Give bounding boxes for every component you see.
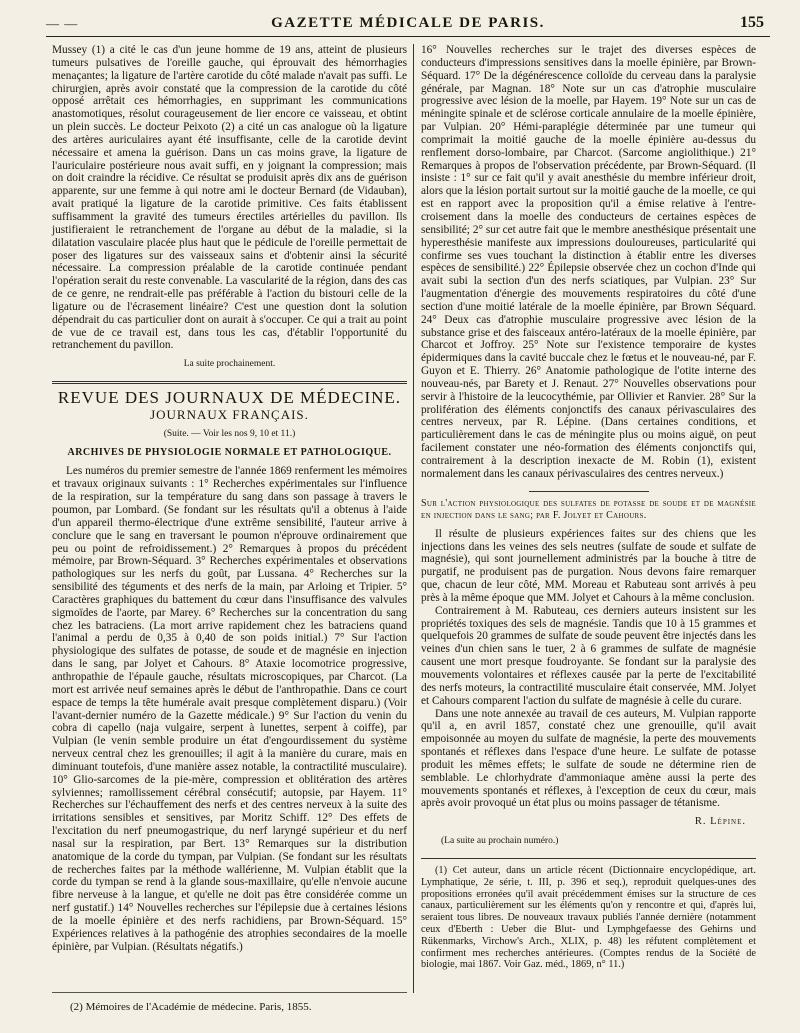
footnote-separator <box>421 858 756 859</box>
archives-continuation: 16° Nouvelles recherches sur le trajet des diverses espèces de conducteurs d'impressions sensitives dans la moelle épinière, par Brown-Séquard. 17° De la dégénérescence colloïde du cerveau dans la paralysie générale, par Magnan. 18° Note sur un cas d'atrophie musculaire progressive avec lésion de la moelle, par Hayem. 19° Note sur un cas de méningite spinale et de sclérose corticale annulaire de la moelle épinière, par Vulpian. 20° Hémi-paraplégie déterminée par une tumeur qui comprimait la moitié gauche de la moelle épinière au-dessus du renflement dorso-lombaire, par Charcot. (Sarcome angiolithique.) 21° Remarques à propos de l'observation précédente, par Brown-Séquard. (Il insiste : 1° sur ce fait qu'il y avait anesthésie du membre inférieur droit, alors que la lésion portait surtout sur la moitié gauche de la moelle, ce qui est en rapport avec la proposition qu'il a émise relative à l'entre-croisement dans la moelle des conducteurs de certaines espèces de sensibilité; 2° sur cet autre fait que le membre anesthésique présentait une hyperesthésie manifeste aux impressions douloureuses, particularité qui confirme ses vues touchant la distinction à établir entre les diverses espèces de sensibilité.) 22° Épilepsie observée chez un cochon d'Inde qui avait subi la section d'un des nerfs sciatiques, par Vulpian. 23° Sur l'augmentation d'énergie des mouvements respiratoires du côté d'une section d'une moitié latérale de la moelle épinière, par Brown Séquard. 24° Deux cas d'atrophie musculaire progressive avec lésion de la substance grise et des faisceaux antéro-latéraux de la moelle épinière, par Charcot et Joffroy. 25° Note sur l'existence temporaire de kystes épidermiques dans la cavité buccale chez le fœtus et le nouveau-né, par F. Guyon et E. Thierry. 26° Anatomie pathologique de l'otite interne des nouveau-nés, par Barety et J. Renaut. 27° Nouvelles observations pour servir à l'histoire de la leucocythémie, par Ollivier et Ranvier. 28° Sur la prolifération des éléments conjonctifs des canaux périvasculaires des centres nerveux, par R. Lépine. (Dans certaines conditions, et particulièrement dans le cas de méningite plus ou moins aiguë, on peut facilement constater une néo-formation des éléments conjonctifs qui, contrairement à la description inexacte de M. Robin (1), existent normalement dans les canaux périvasculaires des centres nerveux.) <box>421 44 756 480</box>
article-paragraph: Il résulte de plusieurs expériences faites sur des chiens que les injections dans les veines des sels neutres (sulfate de soude et sulfate de magnésie), qui sont journellement administrés par la bouche à titre de purgatif, ne produisent pas de purgation. Nous devons faire remarquer que, chacun de leur côté, MM. Moreau et Rabuteau sont arrivés à peu près à la même époque que MM. Jolyet et Cahours à la même conclusion. <box>421 527 756 604</box>
right-footnote: (1) Cet auteur, dans un article récent (Dictionnaire encyclopédique, art. Lymphatique, 2e série, t. III, p. 396 et seq.), reproduit quelques-unes des propositions erronées qu'il avait précédemment émises sur la structure de ces canaux, particulièrement sur les éléments qu'on y rencontre et qui, d'après lui, seraient tous libres. De nouveaux travaux publiés l'année dernière (notamment ceux d'Eberth : Ueber die Blut- und Lymphgefaesse des Gehirns und Rükenmarks, Virchow's Arch., XLIX, p. 48) les réfutent complètement et confirment mes recherches antérieures. (Comptes rendus de la Société de biologie, mai 1867. Voir Gaz. méd., 1869, n° 11.) <box>421 864 756 971</box>
section-title: REVUE DES JOURNAUX DE MÉDECINE. <box>57 388 402 408</box>
section-rule <box>52 381 407 384</box>
archives-paragraph: Les numéros du premier semestre de l'année 1869 renferment les mémoires et travaux originaux suivants : 1° Recherches expérimentales sur l'influence de la respiration, sur la température du sang dans son passage à travers le poumon, par Lombard. (Se fondant sur les résultats qu'il a obtenus à l'aide d'un appareil thermo-électrique d'une extrême sensibilité, l'auteur arrive à conclure que le sang en traversant le poumon n'éprouve ordinairement que peu ou point de refroidissement.) 2° Remarques à propos du précédent mémoire, par Brown-Séquard. 3° Recherches expérimentales et observations pathologiques sur les nerfs du goût, par Lussana. 4° Recherches sur la sensibilité des téguments et des nerfs de la main, par Arloing et Tripier. 5° Caractères graphiques du battement du cœur dans l'insuffisance des valvules sigmoïdes de l'aorte, par Marey. 6° Recherches sur la concentration du sang chez les batraciens. (La mort arrive rapidement chez les batraciens quand l'animal a perdu de 0,35 à 0,40 de son poids initial.) 7° Sur l'action physiologique des sulfates de potasse, de soude et de magnésie en injection dans le sang, par Jolyet et Cahours. 8° Ataxie locomotrice progressive, anthropathie de l'épaule gauche, résultats microscopiques, par Charcot. (La mort est arrivée neuf semaines après le début de l'anthropathie. Dans ce court espace de temps la tête humérale avait presque complètement disparu.) (Voir l'avant-dernier numéro de la Gazette médicale.) 9° Sur l'action du venin du cobra di capello (naja vulgaire, serpent à lunettes, serpent à coiffe), par Vulpian (le venin semble produire un état d'engourdissement du système nerveux central chez les grenouilles; il agit à la manière du curare, mais en diminuant toutefois, d'une manière assez notable, la contractilité musculaire). 10° Glio-sarcomes de la pie-mère, compression et oblitération des artères sylviennes; ramollissement cérébral consécutif; autopsie, par Hayem. 11° Recherches sur l'échauffement des nerfs et des centres nerveux à la suite des irritations sensibles et sensitives, par Moritz Schiff. 12° Des effets de l'excitation du nerf pneumogastrique, du nerf laryngé supérieur et du nerf nasal sur la respiration, par Bert. 13° Remarques sur la distribution anatomique de la corde du tympan, par Vulpian. (Se fondant sur les résultats de recherches faites par la méthode wallérienne, M. Vulpian établit que la corde du tympan se rend à la glande sous-maxillaire, qu'elle n'envoie aucune fibre nerveuse à la langue, et qu'elle ne doit pas être considérée comme un nerf gustatif.) 14° Nouvelles recherches sur l'épilepsie due à certaines lésions de la moelle épinière et des nerfs rachidiens, par Brown-Séquard. 15° Expériences relatives à la pathogénie des atrophies secondaires de la moelle épinière, par Vulpian. (Résultats négatifs.) <box>52 465 407 953</box>
footnote-rule <box>52 992 407 993</box>
author-signature: R. Lépine. <box>694 816 746 828</box>
suite-note-right: (La suite au prochain numéro.) <box>441 836 559 847</box>
suite-note: La suite prochainement. <box>183 359 276 370</box>
article-paragraph: Contrairement à M. Rabuteau, ces derniers auteurs insistent sur les propriétés toxiques des sels de magnésie. Tandis que 10 à 15 grammes et quelquefois 20 grammes de sulfate de soude peuvent être injectés dans les veines d'un chien sans le tuer, 2 à 6 grammes de sulfate de magnésie causent une mort presque foudroyante. Se fondant sur la paralysie des mouvements volontaires et réflexes causée par la perte de l'excitabilité des nerfs moteurs, la contractilité musculaire était conservée, MM. Jolyet et Cahours comparent l'action du sulfate de magnésie à celle du curare. <box>421 604 756 707</box>
page-header <box>46 12 770 37</box>
short-rule <box>529 491 649 492</box>
article-heading: Sur l'action physiologique des sulfates de potasse de soude et de magnésie en injection dans le sang; par F. Jolyet et Cahours. <box>421 497 756 521</box>
right-column <box>421 44 756 1011</box>
section-subtitle: JOURNAUX FRANÇAIS. <box>150 406 309 422</box>
section-suite: (Suite. — Voir les nos 9, 10 et 11.) <box>163 428 296 439</box>
left-footnote: (2) Mémoires de l'Académie de médecine. Paris, 1855. <box>70 1001 312 1013</box>
column-divider <box>413 44 414 993</box>
article-paragraph: Dans une note annexée au travail de ces auteurs, M. Vulpian rapporte qu'il a, en avril 1857, constaté chez une grenouille, qu'il avait empoisonnée au moyen du sulfate de magnésie, la perte des mouvements spontanés et réflexes dans l'espace d'une heure. Le sulfate de potasse produit les mêmes effets; le sulfate de soude ne détermine rien de semblable. Le chlorhydrate d'ammoniaque amène aussi la perte des mouvements spontanés et réflexes, à l'exception de ceux du cœur, mais après avoir provoqué un état plus ou moins passager de tétanisme. <box>421 707 756 810</box>
header-ornament: — — <box>46 16 79 31</box>
article-paragraph: Mussey (1) a cité le cas d'un jeune homme de 19 ans, atteint de plusieurs tumeurs pulsatives de l'oreille gauche, qui éprouvait des hémorrhagies menaçantes; la ligature de l'artère carotide du côté malade n'avait pas suffi. Le chirurgien, après avoir constaté que la compression de la carotide du côté opposé arrêtait ces hémorrhagies, en supprimant les communications anastomotiques, résolut courageusement de lier encore ce vaisseau, et obtint un plein succès. Le docteur Peixoto (2) a cité un cas analogue où la ligature des artères auriculaires ayant été insuffisante, celle de la carotide devint nécessaire et amena la guérison. Dans un cas moins grave, la ligature de l'auriculaire postérieure nous avait suffi, en y joignant la compression; mais on doit craindre la récidive. Ce résultat se produisit après dix ans de guérison apparente, sur une femme à qui notre ami le docteur Bernard (de Vidauban), avait pratiqué la ligature de la carotide primitive. Ces faits établissent suffisamment la gravité des tumeurs érectiles artérielles du pavillon. Ils justifieraient le retranchement de l'organe au début de la maladie, si la dilatation vasculaire placée plus haut que le pédicule de l'oreille permettait de poser des ligatures sur des vaisseaux sains et d'obtenir ainsi la sécurité nécessaire. La compression préalable de la carotide continuée pendant l'opération serait du reste convenable. La vascularité de la région, dans des cas de ce genre, ne rendrait-elle pas préférable à l'action du bistouri celle de la ligature ou de l'écrasement linéaire? C'est une question dont la solution dépendrait du cas particulier dont on aurait à s'occuper. Ce qui a trait au point de vue de ce travail est, dans tous les cas, d'établir l'opportunité du retranchement du pavillon. <box>52 44 407 352</box>
left-column <box>52 44 407 1011</box>
archives-heading: ARCHIVES DE PHYSIOLOGIE NORMALE ET PATHOLOGIQUE. <box>67 446 392 458</box>
journal-title: GAZETTE MÉDICALE DE PARIS. <box>271 15 545 31</box>
page-number: 155 <box>740 14 764 31</box>
